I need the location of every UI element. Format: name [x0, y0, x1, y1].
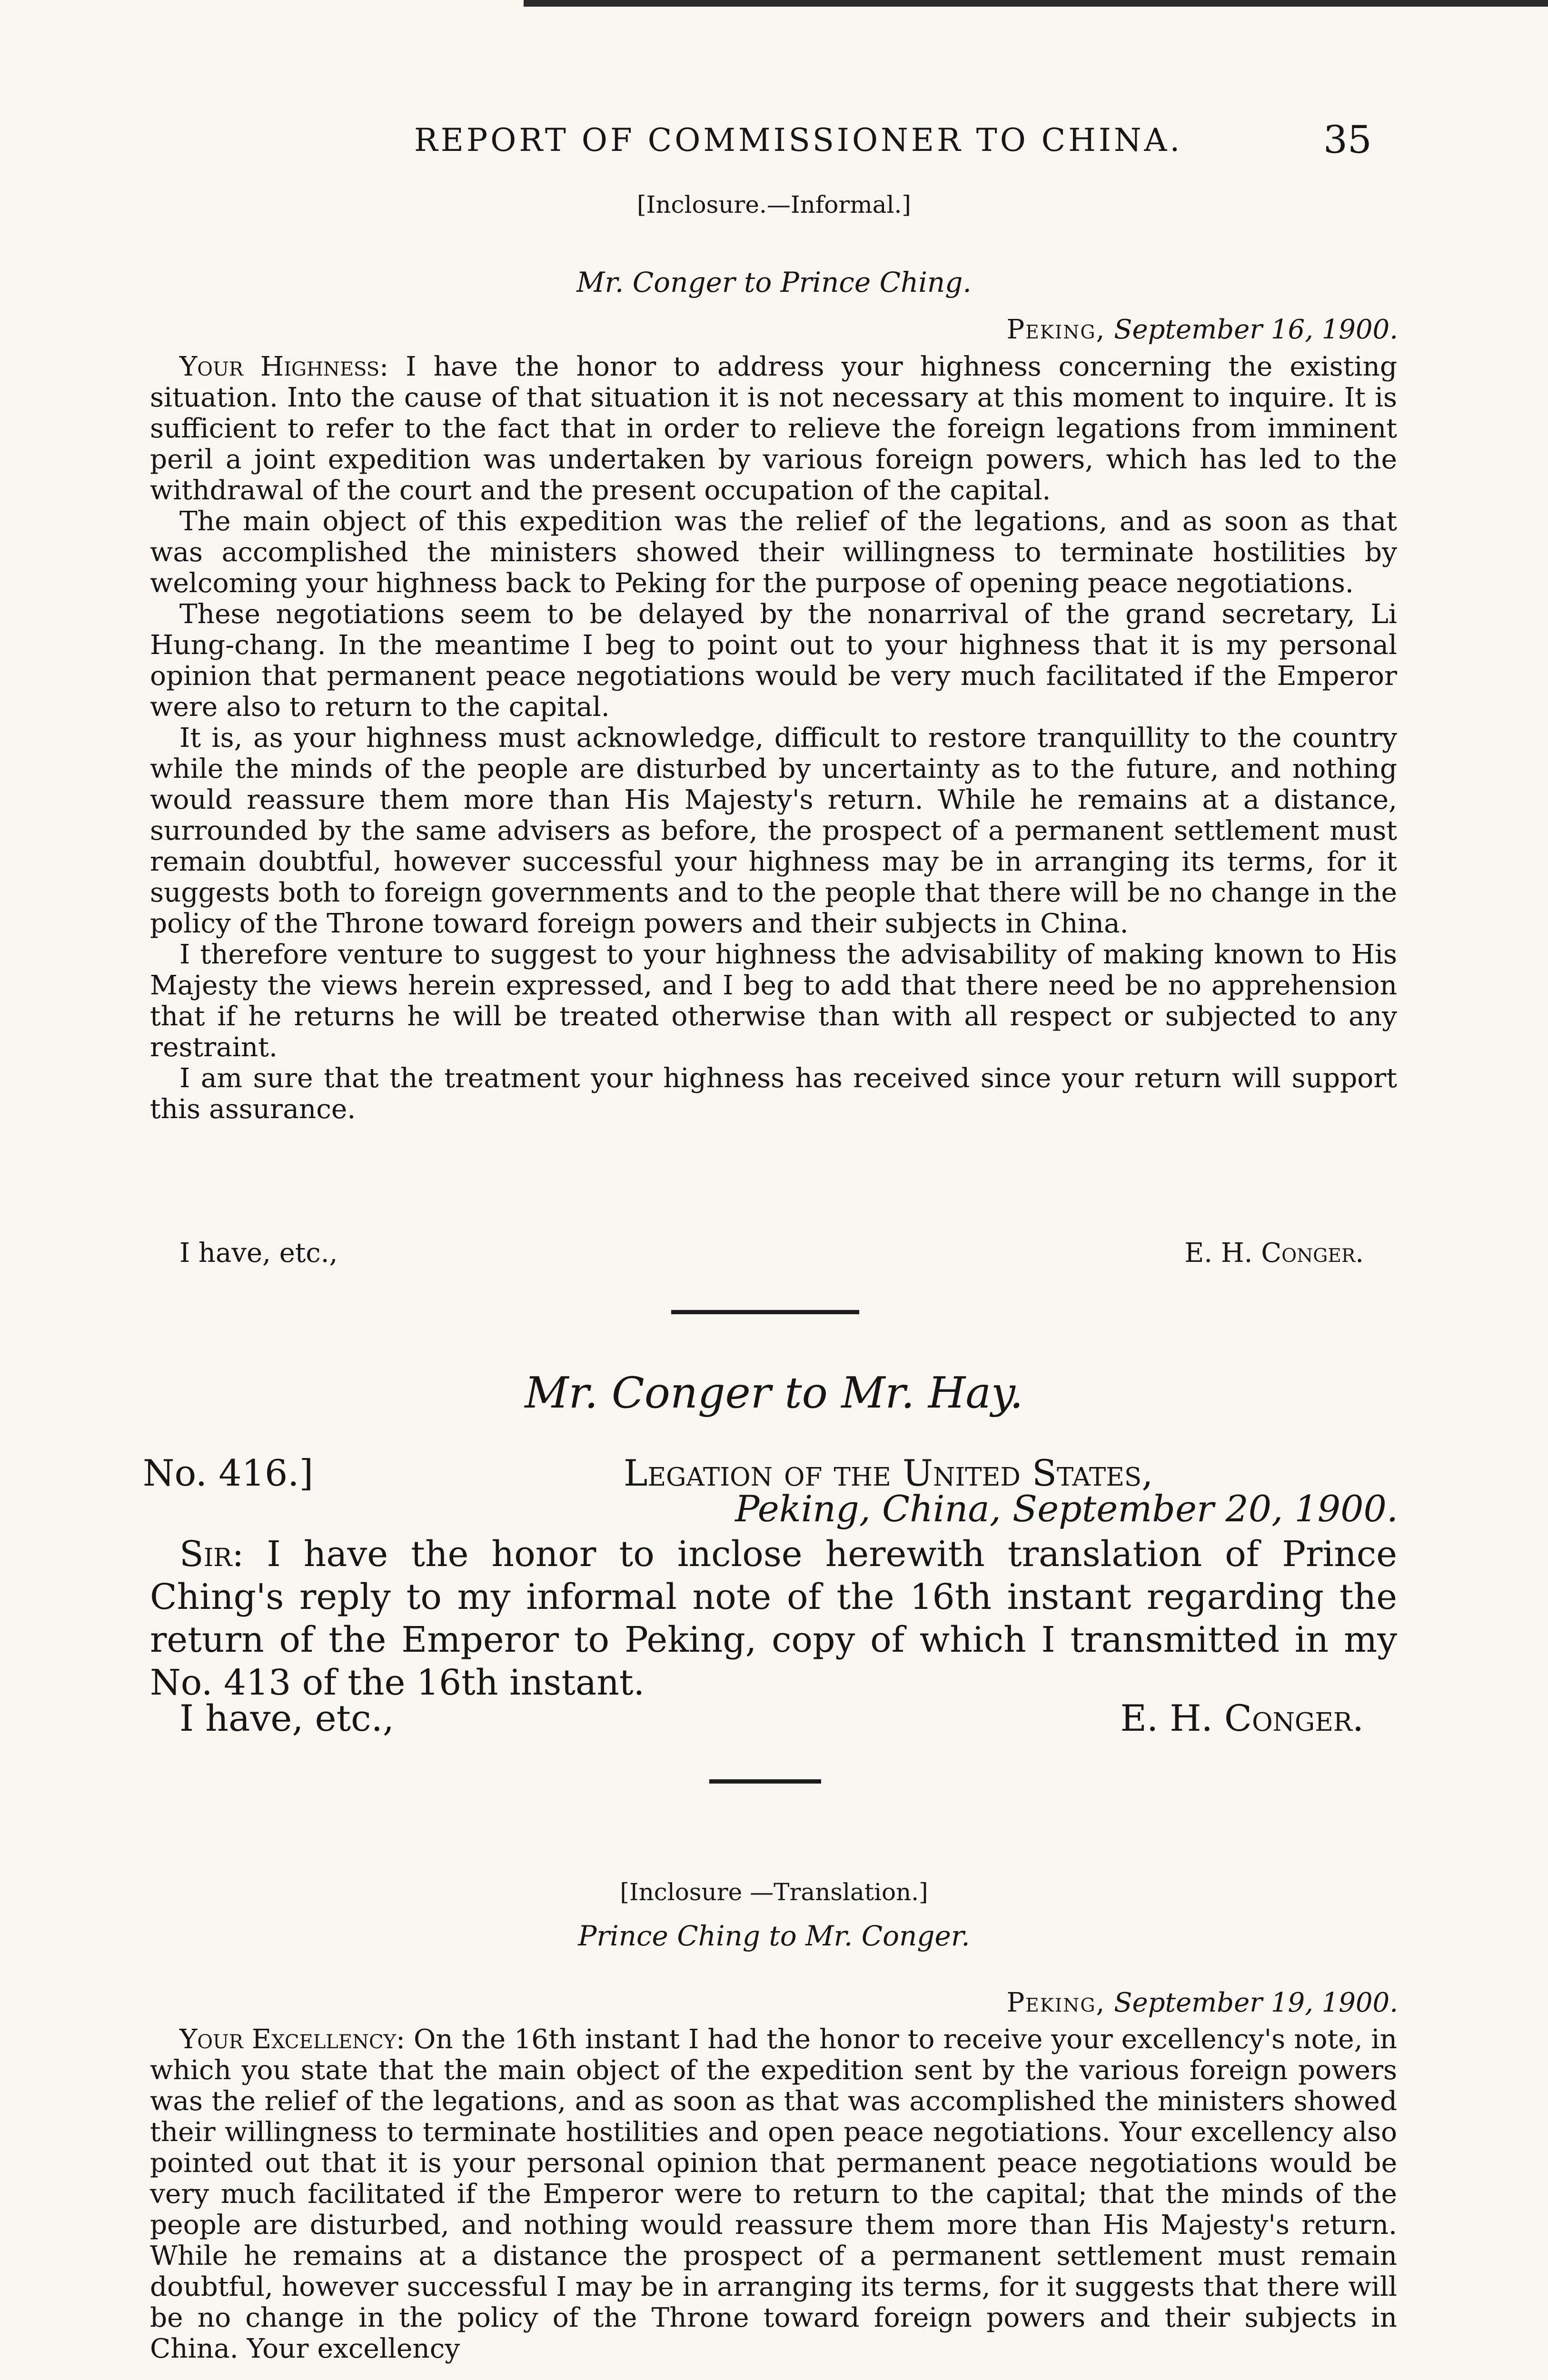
dispatch-number: No. 416.] [143, 1452, 314, 1494]
paragraph [150, 1533, 1397, 1704]
legation-name: Legation of the United States, [624, 1452, 1153, 1494]
paragraph: The main object of this expedition was the relief of the legations, and as soon as that was accomplished the ministers showed their willingness to terminate hostilities by welcoming your highness back to Peking for the purpose of opening peace negotiations. [150, 506, 1397, 599]
dispatch-place-date: Peking, China, September 20, 1900. [735, 1488, 1398, 1530]
paragraph: These negotiations seem to be delayed by the nonarrival of the grand secretary, Li Hung-chang. In the meantime I beg to point out to your highness that it is my personal opinion that permanent peace negotiations would be very much facilitated if the Emperor were also to return to the capital. [150, 599, 1397, 723]
section-divider [709, 1779, 821, 1784]
letter-heading-ching-to-conger: Prince Ching to Mr. Conger. [578, 1920, 970, 1952]
place-name: Peking, [1006, 314, 1106, 345]
section-divider [671, 1310, 859, 1314]
paragraph-text: I have the honor to address your highness concerning the existing situation. Into the cause of that situation it is not necessary at this moment to inquire. It is sufficient to refer to the fact that in order to relieve the foreign legations from imminent peril a joint expedition was undertaken by various foreign powers, which has led to the withdrawal of the court and the present occupation of the capital. [150, 351, 1398, 506]
paragraph-text: I have the honor to inclose herewith translation of Prince Ching's reply to my informal note of the 16th instant regarding the return of the Emperor to Peking, copy of which I transmitted in my No. 413 of the 16th instant. [150, 1534, 1397, 1703]
letter-date: September 16, 1900. [1114, 314, 1398, 345]
inclosure-caption-informal: [Inclosure.—Informal.] [637, 191, 911, 218]
paragraph: I therefore venture to suggest to your highness the advisability of making known to His Majesty the views herein expressed, and I beg to add that there need be no apprehension that if he returns he will be treated otherwise than with all respect or subjected to any restraint. [150, 939, 1397, 1063]
place-date-line-1 [1007, 314, 1398, 346]
signature: E. H. Conger. [1120, 1697, 1364, 1739]
running-head [0, 119, 1548, 162]
paragraph: It is, as your highness must acknowledge, difficult to restore tranquillity to the country while the minds of the people are disturbed by uncertainty as to the future, and nothing would reassure them more than His Majesty's return. While he remains at a distance, surrounded by the same advisers as before, the prospect of a permanent settlement must remain doubtful, however successful your highness may be in arranging its terms, for it suggests both to foreign governments and to the people that there will be no change in the policy of the Throne toward foreign powers and their subjects in China. [150, 723, 1397, 939]
salutation: Your Excellency: [179, 2024, 406, 2055]
paragraph [150, 2024, 1397, 2364]
letter-body-ching-to-conger [150, 2024, 1397, 2364]
letter-heading-conger-to-ching: Mr. Conger to Prince Ching. [576, 266, 972, 298]
salutation: Sir: [179, 1534, 244, 1575]
salutation: Your Highness: [179, 351, 389, 382]
running-title: REPORT OF COMMISSIONER TO CHINA. [414, 122, 1183, 159]
letter-body-conger-to-ching [150, 351, 1397, 1125]
letter-date: September 19, 1900. [1114, 1987, 1398, 2018]
closing-phrase: I have, etc., [179, 1697, 395, 1739]
dispatch-body [150, 1533, 1397, 1704]
closing-phrase: I have, etc., [179, 1238, 338, 1269]
top-edge-rule [524, 0, 1548, 7]
closing-line-2 [150, 1697, 1397, 1742]
paragraph: I am sure that the treatment your highness has received since your return will support this assurance. [150, 1063, 1397, 1125]
place-date-line-2 [1007, 1987, 1398, 2019]
closing-line-1 [150, 1238, 1397, 1271]
signature: E. H. Conger. [1184, 1238, 1364, 1269]
dispatch-heading-conger-to-hay: Mr. Conger to Mr. Hay. [525, 1368, 1023, 1418]
place-name: Peking, [1006, 1987, 1106, 2018]
inclosure-caption-translation: [Inclosure —Translation.] [620, 1878, 928, 1906]
paragraph [150, 351, 1397, 506]
page-number: 35 [1323, 118, 1372, 162]
paragraph-text: On the 16th instant I had the honor to receive your excellency's note, in which you state that the main object of the expedition sent by the various foreign powers was the relief of the legations, and as soon as that was accomplished the ministers showed their willingness to terminate hostilities and open peace negotiations. Your excellency also pointed out that it is your personal opinion that permanent peace negotiations would be very much facilitated if the Emperor were to return to the capital; that the minds of the people are disturbed, and nothing would reassure them more than His Majesty's return. While he remains at a distance the prospect of a permanent settlement must remain doubtful, however successful I may be in arranging its terms, for it suggests that there will be no change in the policy of the Throne toward foreign powers and their subjects in China. Your excellency [150, 2024, 1397, 2364]
